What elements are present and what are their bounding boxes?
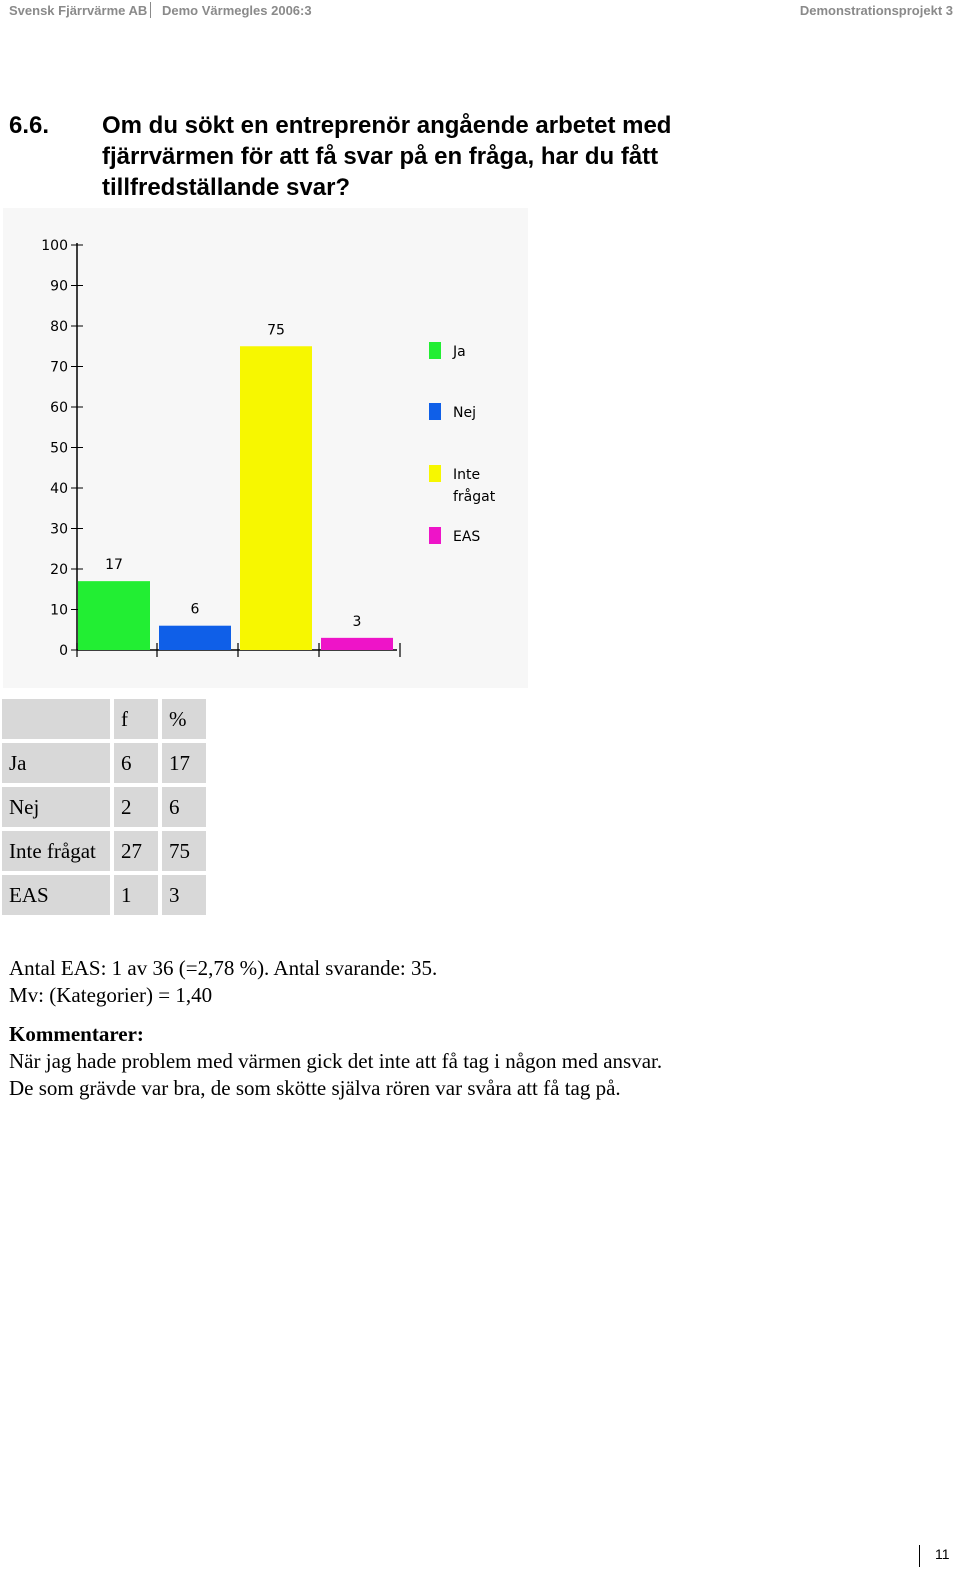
table-cell: 75 — [162, 831, 206, 871]
table-row — [2, 831, 206, 871]
y-tick-label: 90 — [50, 278, 68, 295]
bar-chart-svg — [3, 208, 528, 688]
table-row — [2, 743, 206, 783]
table-cell — [2, 699, 110, 739]
summary-block — [9, 955, 437, 1009]
data-label: 3 — [352, 613, 362, 630]
table-cell: EAS — [2, 875, 110, 915]
page-header — [0, 0, 960, 22]
table-cell: Inte frågat — [2, 831, 110, 871]
legend-swatch — [429, 403, 441, 420]
table-cell: 6 — [162, 787, 206, 827]
legend-label: EAS — [453, 529, 481, 545]
table-cell: f — [114, 699, 158, 739]
table-row — [2, 875, 206, 915]
comment-line: När jag hade problem med värmen gick det inte att få tag i någon med ansvar. — [9, 1049, 663, 1073]
y-tick-label: 60 — [50, 400, 68, 416]
y-tick-label: 30 — [50, 521, 68, 538]
y-tick-label: 70 — [50, 359, 68, 376]
legend-label: Inte — [453, 467, 481, 483]
question-text: Om du sökt en entreprenör angående arbetet med fjärrvärmen för att få svar på en fråga, har du fått tillfredställande svar? — [102, 112, 672, 201]
table-cell: Nej — [2, 787, 110, 827]
legend-swatch — [429, 527, 441, 544]
header-separator — [150, 2, 151, 18]
table-cell: 1 — [114, 875, 158, 915]
data-label: 17 — [105, 557, 123, 574]
table-cell: 3 — [162, 875, 206, 915]
y-tick-label: 50 — [50, 440, 68, 457]
comments-heading: Kommentarer: — [9, 1022, 144, 1046]
table-cell: 2 — [114, 787, 158, 827]
legend-label: Ja — [453, 344, 466, 360]
footer-separator — [919, 1545, 920, 1567]
y-tick-label: 80 — [50, 319, 68, 335]
table-cell: Ja — [2, 743, 110, 783]
data-label: 6 — [190, 601, 200, 618]
company-name: Svensk Fjärrvärme AB — [9, 3, 148, 18]
table-cell: 6 — [114, 743, 158, 783]
page-number: 11 — [935, 1546, 950, 1562]
bar — [321, 638, 393, 650]
summary-mean: Mv: (Kategorier) = 1,40 — [9, 983, 213, 1007]
data-label: 75 — [267, 322, 285, 339]
bar-chart — [3, 208, 528, 688]
table-header-row — [2, 699, 206, 739]
legend-label: frågat — [453, 489, 496, 505]
legend-swatch — [429, 465, 441, 482]
question-number: 6.6. — [9, 112, 50, 139]
y-tick-label: 20 — [50, 562, 68, 578]
table-row — [2, 787, 206, 827]
bar — [159, 626, 231, 650]
project-name: Demonstrationsprojekt 3 — [799, 3, 953, 18]
report-subtitle: Demo Värmegles 2006:3 — [162, 3, 312, 18]
legend-swatch — [429, 342, 441, 359]
legend-label: Nej — [453, 405, 476, 421]
y-tick-label: 10 — [50, 602, 68, 619]
comment-line: De som grävde var bra, de som skötte själva rören var svåra att få tag på. — [9, 1076, 621, 1100]
y-tick-label: 40 — [50, 481, 68, 497]
y-tick-label: 100 — [41, 238, 68, 254]
frequency-table — [0, 695, 210, 919]
bar — [240, 346, 312, 650]
table-cell: % — [162, 699, 206, 739]
comments-block — [9, 1021, 662, 1102]
table-cell: 27 — [114, 831, 158, 871]
bar — [78, 581, 150, 650]
table-cell: 17 — [162, 743, 206, 783]
summary-eas-count: Antal EAS: 1 av 36 (=2,78 %). Antal svarande: 35. — [9, 956, 438, 980]
y-tick-label: 0 — [59, 643, 68, 659]
